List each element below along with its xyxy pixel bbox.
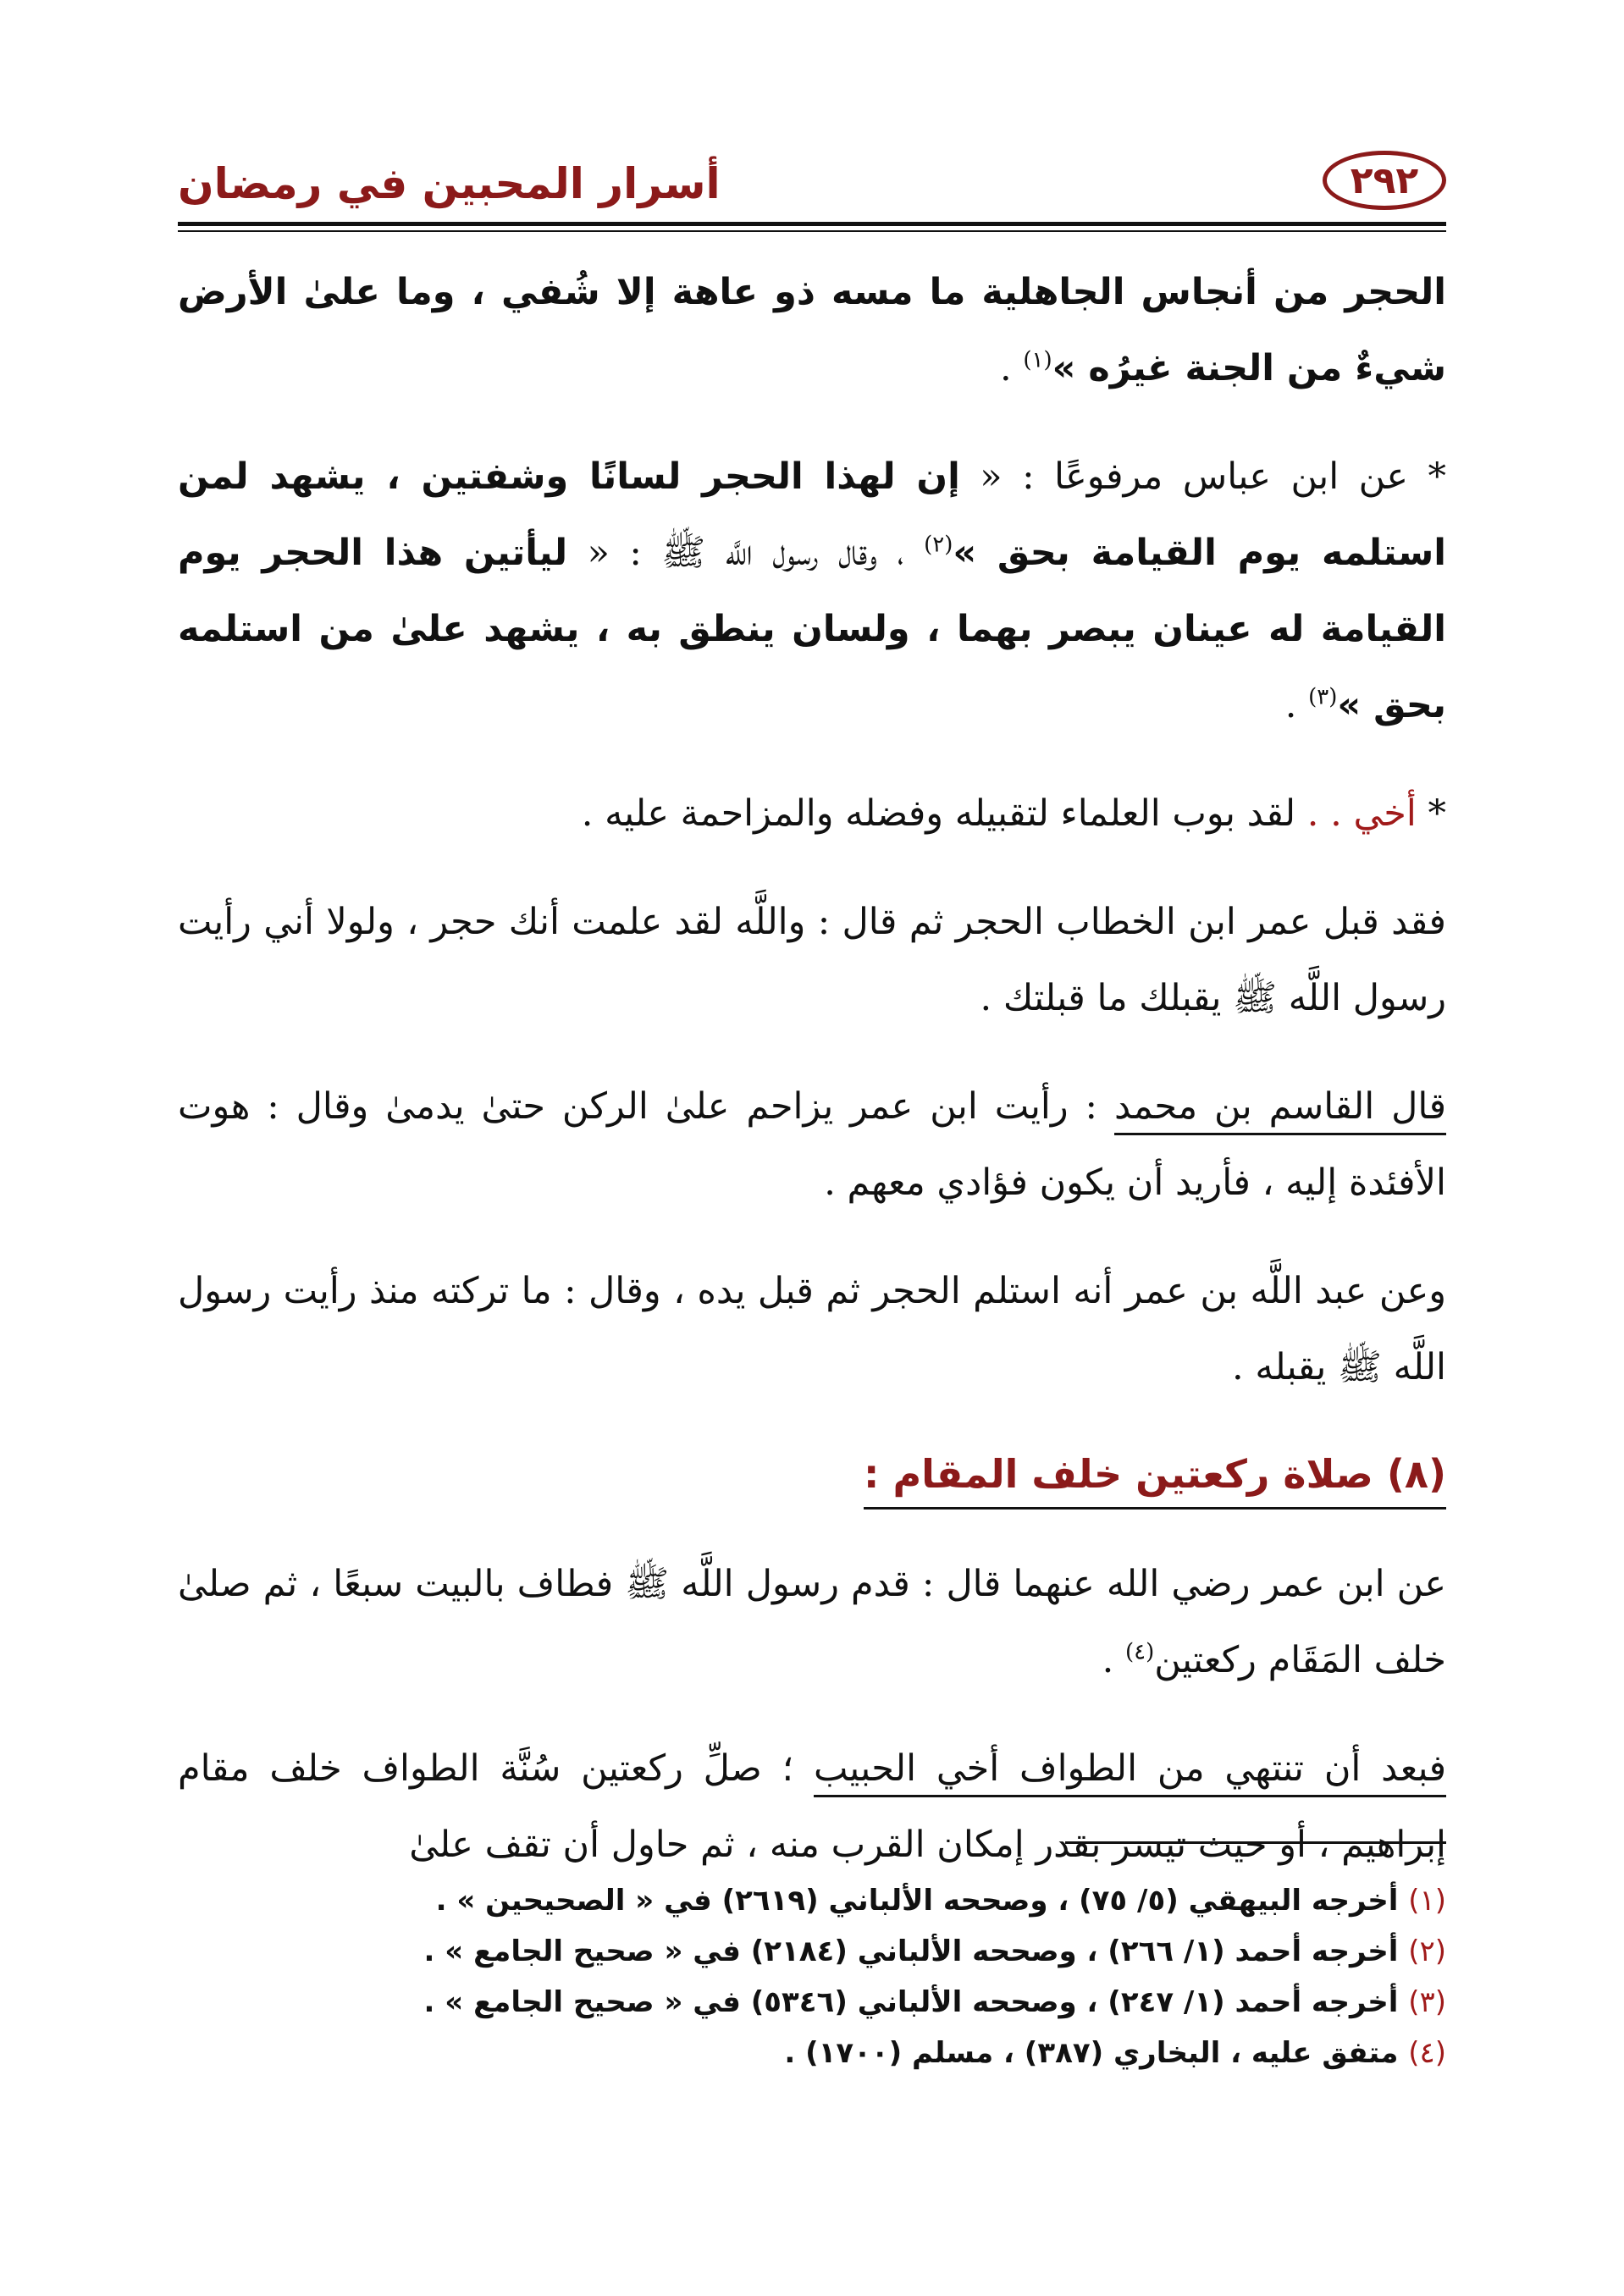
punctuation: . xyxy=(1102,1639,1125,1681)
footnote-ref: (٢) xyxy=(924,532,953,558)
paragraph-4 xyxy=(178,884,1446,1036)
page-body xyxy=(178,254,1446,1915)
paragraph-7 xyxy=(178,1546,1446,1698)
underlined-phrase: فبعد أن تنتهي من الطواف أخي الحبيب xyxy=(814,1747,1446,1797)
paragraph-6 xyxy=(178,1253,1446,1405)
paragraph-text: لقد بوب العلماء لتقبيله وفضله والمزاحمة عليه . xyxy=(581,792,1307,835)
page-number: ٢٩٢ xyxy=(1323,151,1446,210)
page-header xyxy=(178,127,1446,220)
paragraph-text: : رأيت ابن عمر يزاحم علىٰ الركن حتىٰ يدمىٰ وقال : هوت الأفئدة إليه ، فأريد أن يكون فؤادي معهم . xyxy=(178,1085,1446,1204)
footnote-text: أخرجه أحمد (١/ ٢٤٧) ، وصححه الألباني (٥٣٤٦) في « صحيح الجامع » . xyxy=(423,1985,1409,2019)
footnote-item xyxy=(178,1875,1446,1926)
section-heading: (٨) صلاة ركعتين خلف المقام : xyxy=(864,1444,1446,1510)
hadith-quote-1: إن لهذا الحجر لسانًا وشفتين ، يشهد لمن استلمه يوم القيامة بحق » xyxy=(178,455,1446,574)
akhi-label: أخي . . xyxy=(1306,792,1417,835)
footnote-item xyxy=(178,1926,1446,1977)
punctuation: . xyxy=(1000,347,1024,389)
hadith-quote-2: ليأتين هذا الحجر يوم القيامة له عينان يبصر بهما ، ولسان ينطق به ، يشهد علىٰ من استلمه بحق » xyxy=(178,532,1446,726)
paragraph-text: وعن عبد اللَّه بن عمر أنه استلم الحجر ثم قبل يده ، وقال : ما تركته منذ رأيت رسول اللَّه ﷺ يقبله . xyxy=(178,1270,1446,1388)
narration-lead: * عن ابن عباس مرفوعًا : « xyxy=(959,455,1446,498)
footnote-item xyxy=(178,1977,1446,2028)
speaker-name: قال القاسم بن محمد xyxy=(1114,1085,1446,1135)
paragraph-5 xyxy=(178,1068,1446,1221)
footnote-number: (١) xyxy=(1408,1884,1446,1918)
paragraph-1 xyxy=(178,254,1446,406)
footnote-number: (٤) xyxy=(1408,2036,1446,2070)
footnote-ref: (١) xyxy=(1023,347,1052,373)
paragraph-text: فقد قبل عمر ابن الخطاب الحجر ثم قال : واللَّه لقد علمت أنك حجر ، ولولا أني رأيت رسول اللَّه ﷺ يقبلك ما قبلتك . xyxy=(178,901,1446,1019)
footnote-ref: (٤) xyxy=(1125,1639,1155,1665)
narration-mid: ، وقال رسول اللَّه ﷺ : « xyxy=(567,532,925,574)
footnote-text: أخرجه أحمد (١/ ٢٦٦) ، وصححه الألباني (٢١٨٤) في « صحيح الجامع » . xyxy=(423,1934,1409,1968)
section-heading-row xyxy=(178,1438,1446,1514)
paragraph-text: ؛ صلِّ ركعتين سُنَّة الطواف خلف مقام إبراهيم ، أو حيث تيسر بقدر إمكان القرب منه ، ثم حاول أن تقف علىٰ xyxy=(178,1747,1446,1866)
paragraph-8 xyxy=(178,1730,1446,1883)
paragraph-2 xyxy=(178,439,1446,743)
footnote-separator xyxy=(1065,1841,1446,1844)
footnote-text: أخرجه البيهقي (٥/ ٧٥) ، وصححه الألباني (٢٦١٩) في « الصحيحين » . xyxy=(435,1884,1409,1918)
hadith-text: الحجر من أنجاس الجاهلية ما مسه ذو عاهة إلا شُفي ، وما علىٰ الأرض شيءٌ من الجنة غيرُه » xyxy=(178,271,1446,389)
footnote-ref: (٣) xyxy=(1308,684,1338,710)
footnote-item xyxy=(178,2028,1446,2078)
star-marker: * xyxy=(1416,792,1446,835)
paragraph-3 xyxy=(178,775,1446,852)
footnote-number: (٢) xyxy=(1408,1934,1446,1968)
paragraph-text: عن ابن عمر رضي الله عنهما قال : قدم رسول اللَّه ﷺ فطاف بالبيت سبعًا ، ثم صلىٰ خلف المَقَام ركعتين xyxy=(178,1563,1446,1681)
header-rule-thick xyxy=(178,222,1446,226)
footnote-text: متفق عليه ، البخاري (٣٨٧) ، مسلم (١٧٠٠) . xyxy=(784,2036,1409,2070)
book-title: أسرار المحبين في رمضان xyxy=(178,159,721,208)
footnote-number: (٣) xyxy=(1408,1985,1446,2019)
footnotes xyxy=(178,1875,1446,2078)
punctuation: . xyxy=(1284,684,1309,726)
header-rule-thin xyxy=(178,230,1446,232)
